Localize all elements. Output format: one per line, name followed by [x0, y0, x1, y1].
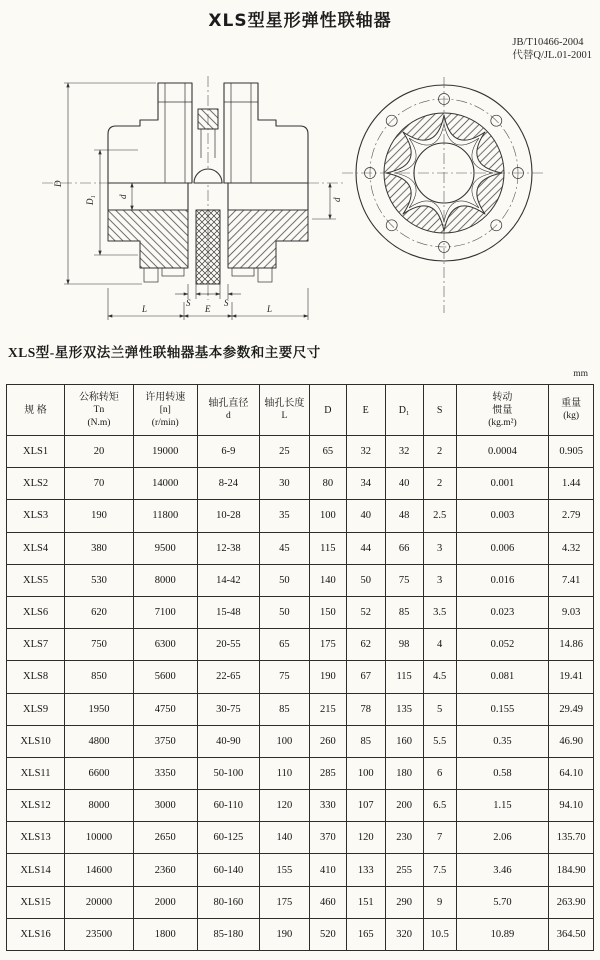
value-cell: 0.023 [456, 596, 549, 628]
table-row [7, 629, 594, 661]
value-cell: 135.70 [549, 822, 594, 854]
value-cell: 2650 [133, 822, 197, 854]
value-cell: 165 [346, 918, 385, 950]
spec-cell: XLS1 [7, 436, 65, 468]
value-cell: 263.90 [549, 886, 594, 918]
value-cell: 14.86 [549, 629, 594, 661]
value-cell: 100 [346, 757, 385, 789]
value-cell: 160 [385, 725, 423, 757]
value-cell: 120 [346, 822, 385, 854]
value-cell: 2000 [133, 886, 197, 918]
value-cell: 140 [309, 564, 346, 596]
value-cell: 2.5 [423, 500, 456, 532]
value-cell: 230 [385, 822, 423, 854]
value-cell: 3 [423, 532, 456, 564]
table-row [7, 532, 594, 564]
value-cell: 20000 [65, 886, 134, 918]
value-cell: 5.5 [423, 725, 456, 757]
value-cell: 6 [423, 757, 456, 789]
value-cell: 22-65 [197, 661, 259, 693]
table-row [7, 661, 594, 693]
standard-replaces: 代替Q/JL.01-2001 [512, 50, 592, 62]
value-cell: 1950 [65, 693, 134, 725]
value-cell: 115 [309, 532, 346, 564]
value-cell: 6300 [133, 629, 197, 661]
table-row [7, 918, 594, 950]
table-row [7, 790, 594, 822]
value-cell: 380 [65, 532, 134, 564]
value-cell: 120 [259, 790, 309, 822]
value-cell: 215 [309, 693, 346, 725]
value-cell: 50 [259, 564, 309, 596]
standard-number: JB/T10466-2004 [512, 37, 584, 48]
value-cell: 6-9 [197, 436, 259, 468]
spec-cell: XLS7 [7, 629, 65, 661]
value-cell: 65 [309, 436, 346, 468]
value-cell: 190 [309, 661, 346, 693]
value-cell: 4 [423, 629, 456, 661]
value-cell: 410 [309, 854, 346, 886]
technical-drawings [0, 70, 600, 335]
value-cell: 10.89 [456, 918, 549, 950]
col-header-bore-length: 轴孔长度 L [259, 385, 309, 436]
value-cell: 32 [385, 436, 423, 468]
table-row [7, 500, 594, 532]
dim-label-d-right: d [332, 197, 342, 202]
table-row [7, 854, 594, 886]
left-nut [144, 268, 158, 282]
value-cell: 5600 [133, 661, 197, 693]
value-cell: 190 [65, 500, 134, 532]
value-cell: 110 [259, 757, 309, 789]
value-cell: 2360 [133, 854, 197, 886]
value-cell: 85 [385, 596, 423, 628]
value-cell: 60-110 [197, 790, 259, 822]
table-row [7, 886, 594, 918]
value-cell: 10.5 [423, 918, 456, 950]
right-bore [228, 183, 308, 210]
value-cell: 3750 [133, 725, 197, 757]
col-header-E: E [346, 385, 385, 436]
value-cell: 520 [309, 918, 346, 950]
value-cell: 0.0004 [456, 436, 549, 468]
value-cell: 320 [385, 918, 423, 950]
center-bolt [198, 109, 218, 129]
value-cell: 370 [309, 822, 346, 854]
value-cell: 260 [309, 725, 346, 757]
value-cell: 62 [346, 629, 385, 661]
value-cell: 85 [259, 693, 309, 725]
value-cell: 75 [259, 661, 309, 693]
value-cell: 150 [309, 596, 346, 628]
value-cell: 750 [65, 629, 134, 661]
table-row [7, 693, 594, 725]
value-cell: 850 [65, 661, 134, 693]
value-cell: 2 [423, 468, 456, 500]
dim-label-S-right: S [224, 298, 229, 308]
value-cell: 184.90 [549, 854, 594, 886]
table-row [7, 468, 594, 500]
value-cell: 64.10 [549, 757, 594, 789]
value-cell: 98 [385, 629, 423, 661]
col-header-D: D [309, 385, 346, 436]
value-cell: 30-75 [197, 693, 259, 725]
value-cell: 52 [346, 596, 385, 628]
spec-cell: XLS15 [7, 886, 65, 918]
value-cell: 65 [259, 629, 309, 661]
value-cell: 135 [385, 693, 423, 725]
value-cell: 530 [65, 564, 134, 596]
dim-label-E: E [205, 304, 211, 314]
value-cell: 10-28 [197, 500, 259, 532]
value-cell: 80 [309, 468, 346, 500]
value-cell: 7100 [133, 596, 197, 628]
value-cell: 255 [385, 854, 423, 886]
value-cell: 100 [259, 725, 309, 757]
value-cell: 7 [423, 822, 456, 854]
value-cell: 40-90 [197, 725, 259, 757]
value-cell: 66 [385, 532, 423, 564]
value-cell: 32 [346, 436, 385, 468]
table-row [7, 725, 594, 757]
spec-cell: XLS16 [7, 918, 65, 950]
value-cell: 190 [259, 918, 309, 950]
value-cell: 133 [346, 854, 385, 886]
dim-label-L-left: L [142, 304, 148, 314]
value-cell: 151 [346, 886, 385, 918]
value-cell: 50 [346, 564, 385, 596]
value-cell: 40 [346, 500, 385, 532]
elastomer-element [196, 210, 220, 284]
value-cell: 50 [259, 596, 309, 628]
col-header-spec: 规 格 [7, 385, 65, 436]
dim-label-D1: D₁ [85, 195, 95, 205]
spec-cell: XLS9 [7, 693, 65, 725]
left-washer [162, 268, 184, 276]
value-cell: 3350 [133, 757, 197, 789]
left-hub-upper [108, 83, 192, 183]
value-cell: 80-160 [197, 886, 259, 918]
value-cell: 6.5 [423, 790, 456, 822]
unit-label: mm [573, 369, 588, 379]
spec-cell: XLS10 [7, 725, 65, 757]
table-row [7, 757, 594, 789]
value-cell: 19000 [133, 436, 197, 468]
value-cell: 2.79 [549, 500, 594, 532]
value-cell: 19.41 [549, 661, 594, 693]
value-cell: 0.081 [456, 661, 549, 693]
value-cell: 78 [346, 693, 385, 725]
table-caption: XLS型-星形双法兰弹性联轴器基本参数和主要尺寸 [8, 345, 321, 360]
table-row [7, 436, 594, 468]
value-cell: 11800 [133, 500, 197, 532]
table-row [7, 596, 594, 628]
value-cell: 29.49 [549, 693, 594, 725]
value-cell: 5.70 [456, 886, 549, 918]
value-cell: 9 [423, 886, 456, 918]
value-cell: 175 [259, 886, 309, 918]
value-cell: 0.003 [456, 500, 549, 532]
coupling-front-view-drawing [340, 73, 550, 323]
spec-cell: XLS2 [7, 468, 65, 500]
parameters-table [6, 384, 594, 951]
dim-label-L-right: L [267, 304, 273, 314]
value-cell: 12-38 [197, 532, 259, 564]
right-nut [258, 268, 272, 282]
col-header-bore-diameter: 轴孔直径 d [197, 385, 259, 436]
value-cell: 67 [346, 661, 385, 693]
coupling-cross-section-drawing [28, 72, 348, 330]
value-cell: 107 [346, 790, 385, 822]
spec-cell: XLS6 [7, 596, 65, 628]
value-cell: 45 [259, 532, 309, 564]
value-cell: 9.03 [549, 596, 594, 628]
value-cell: 35 [259, 500, 309, 532]
right-washer [232, 268, 254, 276]
value-cell: 14-42 [197, 564, 259, 596]
value-cell: 4.5 [423, 661, 456, 693]
value-cell: 50-100 [197, 757, 259, 789]
value-cell: 60-125 [197, 822, 259, 854]
value-cell: 115 [385, 661, 423, 693]
value-cell: 0.155 [456, 693, 549, 725]
value-cell: 48 [385, 500, 423, 532]
spec-cell: XLS8 [7, 661, 65, 693]
value-cell: 620 [65, 596, 134, 628]
value-cell: 0.006 [456, 532, 549, 564]
value-cell: 2.06 [456, 822, 549, 854]
value-cell: 0.35 [456, 725, 549, 757]
value-cell: 1800 [133, 918, 197, 950]
col-header-inertia: 转动 惯量 (kg.m²) [456, 385, 549, 436]
value-cell: 85-180 [197, 918, 259, 950]
table-row [7, 822, 594, 854]
spec-cell: XLS14 [7, 854, 65, 886]
header-row [7, 385, 594, 436]
value-cell: 4800 [65, 725, 134, 757]
value-cell: 7.41 [549, 564, 594, 596]
value-cell: 4750 [133, 693, 197, 725]
value-cell: 1.15 [456, 790, 549, 822]
value-cell: 46.90 [549, 725, 594, 757]
value-cell: 5 [423, 693, 456, 725]
value-cell: 0.905 [549, 436, 594, 468]
value-cell: 180 [385, 757, 423, 789]
value-cell: 14000 [133, 468, 197, 500]
value-cell: 200 [385, 790, 423, 822]
dim-label-S-left: S [186, 298, 191, 308]
value-cell: 0.016 [456, 564, 549, 596]
dim-label-d-left: d [118, 194, 128, 199]
standard-refs [512, 36, 592, 62]
table-header [7, 385, 594, 436]
right-hub-upper [224, 83, 308, 183]
value-cell: 70 [65, 468, 134, 500]
value-cell: 6600 [65, 757, 134, 789]
value-cell: 9500 [133, 532, 197, 564]
value-cell: 140 [259, 822, 309, 854]
value-cell: 30 [259, 468, 309, 500]
value-cell: 20-55 [197, 629, 259, 661]
value-cell: 330 [309, 790, 346, 822]
value-cell: 14600 [65, 854, 134, 886]
value-cell: 44 [346, 532, 385, 564]
table-row [7, 564, 594, 596]
value-cell: 285 [309, 757, 346, 789]
value-cell: 100 [309, 500, 346, 532]
value-cell: 0.001 [456, 468, 549, 500]
table-body [7, 436, 594, 951]
value-cell: 155 [259, 854, 309, 886]
spec-cell: XLS11 [7, 757, 65, 789]
value-cell: 23500 [65, 918, 134, 950]
left-hub-lower-hatched [108, 210, 188, 268]
spec-cell: XLS5 [7, 564, 65, 596]
page-title: XLS型星形弹性联轴器 [208, 11, 392, 31]
value-cell: 60-140 [197, 854, 259, 886]
value-cell: 3 [423, 564, 456, 596]
col-header-weight: 重量 (kg) [549, 385, 594, 436]
value-cell: 3.5 [423, 596, 456, 628]
value-cell: 10000 [65, 822, 134, 854]
value-cell: 3000 [133, 790, 197, 822]
value-cell: 4.32 [549, 532, 594, 564]
value-cell: 0.58 [456, 757, 549, 789]
col-header-D1: D₁ [385, 385, 423, 436]
dim-label-D: D [53, 180, 63, 187]
value-cell: 15-48 [197, 596, 259, 628]
value-cell: 75 [385, 564, 423, 596]
spec-cell: XLS13 [7, 822, 65, 854]
value-cell: 94.10 [549, 790, 594, 822]
value-cell: 0.052 [456, 629, 549, 661]
value-cell: 7.5 [423, 854, 456, 886]
value-cell: 25 [259, 436, 309, 468]
value-cell: 460 [309, 886, 346, 918]
right-hub-lower-hatched [228, 210, 308, 268]
value-cell: 8000 [133, 564, 197, 596]
col-header-nominal-torque: 公称转矩 Tn (N.m) [65, 385, 134, 436]
col-header-allowable-speed: 许用转速 [n] (r/min) [133, 385, 197, 436]
value-cell: 85 [346, 725, 385, 757]
value-cell: 364.50 [549, 918, 594, 950]
col-header-S: S [423, 385, 456, 436]
value-cell: 20 [65, 436, 134, 468]
value-cell: 1.44 [549, 468, 594, 500]
value-cell: 8-24 [197, 468, 259, 500]
spec-cell: XLS12 [7, 790, 65, 822]
value-cell: 175 [309, 629, 346, 661]
value-cell: 34 [346, 468, 385, 500]
value-cell: 40 [385, 468, 423, 500]
spec-cell: XLS4 [7, 532, 65, 564]
bolt-head-dome [194, 169, 222, 183]
value-cell: 8000 [65, 790, 134, 822]
value-cell: 290 [385, 886, 423, 918]
value-cell: 3.46 [456, 854, 549, 886]
value-cell: 2 [423, 436, 456, 468]
spec-cell: XLS3 [7, 500, 65, 532]
